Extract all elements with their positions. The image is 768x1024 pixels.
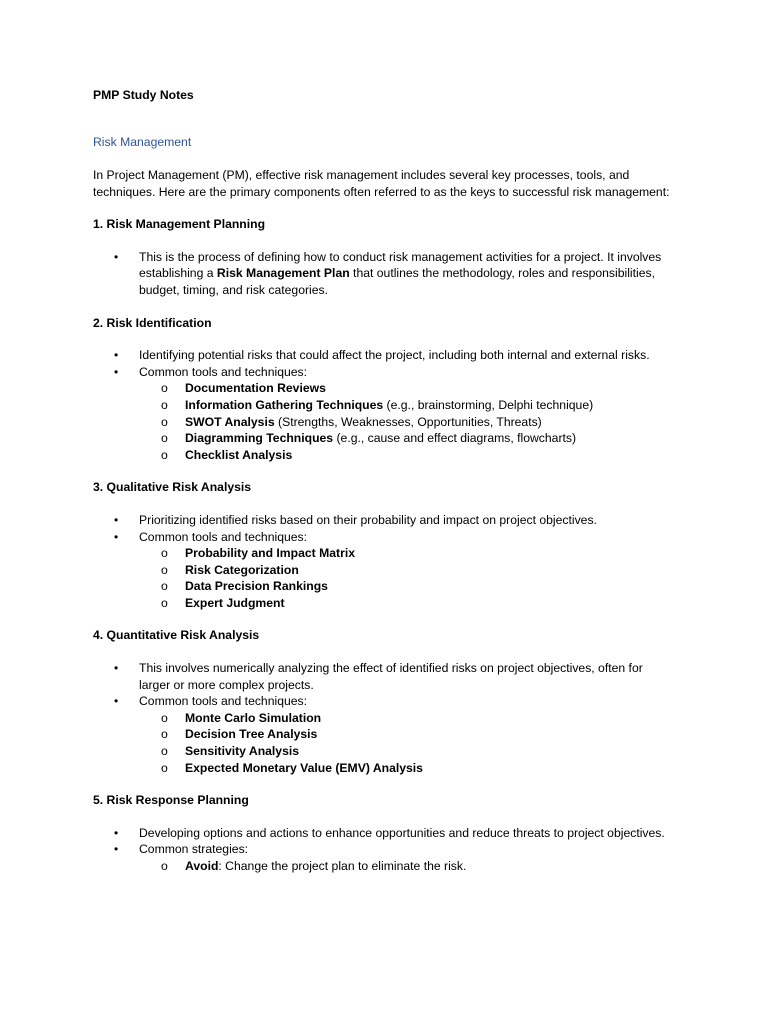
- bullet-text: Identifying potential risks that could affect the project, including both internal and external risks.: [139, 348, 650, 363]
- bullet-text: Common tools and techniques:: [139, 529, 308, 544]
- sub-item-rest: (e.g., brainstorming, Delphi technique): [383, 397, 594, 412]
- section-3-bullet-list: [93, 512, 673, 612]
- bullet-icon: •: [114, 249, 119, 264]
- sub-item: [139, 578, 673, 595]
- sub-item-bold: Checklist Analysis: [185, 447, 293, 462]
- sub-bullet-icon: o: [161, 397, 168, 412]
- bullet-item: [93, 364, 673, 464]
- bullet-text: Common tools and techniques:: [139, 694, 308, 709]
- section-3-heading: 3. Qualitative Risk Analysis: [93, 480, 252, 495]
- section-heading: Risk Management: [93, 135, 192, 149]
- bullet-text: This involves numerically analyzing the effect of identified risks on project objectives, often for larger or more complex projects.: [139, 661, 643, 692]
- bullet-item: [93, 512, 673, 529]
- sub-item-bold: Information Gathering Techniques: [185, 397, 384, 412]
- bullet-text: Developing options and actions to enhance opportunities and reduce threats to project objectives.: [139, 825, 665, 840]
- sub-item-bold: Decision Tree Analysis: [185, 727, 318, 742]
- sub-item-bold: Avoid: [185, 859, 219, 873]
- bullet-item: [93, 841, 673, 874]
- section-5-bullet-list: [93, 825, 673, 875]
- sub-bullet-icon: o: [161, 414, 168, 429]
- document-page: [93, 87, 673, 875]
- bullet-text: Prioritizing identified risks based on their probability and impact on project objectives.: [139, 512, 597, 527]
- bullet-text-pre: This is the process of defining how to conduct risk management activities for a project. It involves establishing a: [139, 249, 662, 281]
- sub-item: [139, 760, 673, 777]
- bullet-icon: •: [114, 842, 119, 857]
- bullet-icon: •: [114, 529, 119, 544]
- bullet-item: [93, 347, 673, 364]
- sub-item-rest: (e.g., cause and effect diagrams, flowcharts): [333, 431, 577, 446]
- bullet-text-bold: Risk Management Plan: [216, 266, 350, 281]
- sub-item: [139, 430, 673, 447]
- bullet-item: [93, 249, 673, 299]
- sub-bullet-icon: o: [161, 381, 168, 396]
- sub-list: [139, 545, 673, 611]
- bullet-icon: •: [114, 694, 119, 709]
- bullet-text: Common strategies:: [139, 842, 249, 857]
- section-5-heading: 5. Risk Response Planning: [93, 793, 249, 808]
- sub-item: [139, 380, 673, 397]
- sub-item-rest: (Strengths, Weaknesses, Opportunities, Threats): [274, 414, 542, 429]
- bullet-item: [93, 660, 673, 693]
- section-1-heading: 1. Risk Management Planning: [93, 217, 266, 232]
- sub-item-bold: SWOT Analysis: [185, 414, 275, 429]
- sub-list: [139, 858, 673, 875]
- sub-item-bold: Risk Categorization: [185, 562, 299, 577]
- sub-bullet-icon: o: [161, 546, 168, 561]
- sub-item: [139, 545, 673, 562]
- bullet-icon: •: [114, 512, 119, 527]
- sub-list: [139, 380, 673, 463]
- sub-bullet-icon: o: [161, 760, 168, 775]
- sub-item: [139, 710, 673, 727]
- sub-bullet-icon: o: [161, 431, 168, 446]
- sub-item-bold: Probability and Impact Matrix: [185, 546, 355, 561]
- bullet-icon: •: [114, 825, 119, 840]
- bullet-item: [93, 693, 673, 776]
- bullet-icon: •: [114, 661, 119, 676]
- section-2-heading: 2. Risk Identification: [93, 315, 212, 330]
- sub-item-bold: Diagramming Techniques: [185, 431, 334, 446]
- sub-bullet-icon: o: [161, 727, 168, 742]
- sub-bullet-icon: o: [161, 744, 168, 759]
- sub-item: [139, 858, 673, 875]
- bullet-icon: •: [114, 348, 119, 363]
- sub-item-bold: Expected Monetary Value (EMV) Analysis: [185, 760, 423, 775]
- sub-item-bold: Expert Judgment: [185, 595, 285, 610]
- sub-item-bold: Sensitivity Analysis: [185, 744, 300, 759]
- bullet-icon: •: [114, 364, 119, 379]
- sub-item: [139, 414, 673, 431]
- section-4-bullet-list: [93, 660, 673, 776]
- document-title: PMP Study Notes: [93, 88, 194, 102]
- sub-list: [139, 710, 673, 776]
- sub-item: [139, 726, 673, 743]
- intro-paragraph: In Project Management (PM), effective risk management includes several key processes, tools, and techniques. Here are the primary components often referred to as the keys to successful risk management:: [93, 168, 670, 199]
- sub-bullet-icon: o: [161, 859, 168, 873]
- sub-item-rest: : Change the project plan to eliminate the risk.: [218, 859, 467, 873]
- sub-bullet-icon: o: [161, 447, 168, 462]
- sub-item-bold: Monte Carlo Simulation: [185, 710, 322, 725]
- sub-item: [139, 562, 673, 579]
- sub-bullet-icon: o: [161, 562, 168, 577]
- sub-bullet-icon: o: [161, 595, 168, 610]
- sub-bullet-icon: o: [161, 579, 168, 594]
- sub-item-bold: Data Precision Rankings: [185, 579, 328, 594]
- sub-item: [139, 743, 673, 760]
- bullet-text: Common tools and techniques:: [139, 364, 308, 379]
- bullet-item: [93, 825, 673, 842]
- section-4-heading: 4. Quantitative Risk Analysis: [93, 628, 260, 643]
- section-2-bullet-list: [93, 347, 673, 463]
- sub-item: [139, 397, 673, 414]
- bullet-item: [93, 529, 673, 612]
- sub-item: [139, 595, 673, 612]
- bullet-text-post: that outlines the methodology, roles and responsibilities, budget, timing, and risk categories.: [139, 266, 655, 297]
- sub-item: [139, 447, 673, 464]
- sub-bullet-icon: o: [161, 710, 168, 725]
- section-1-bullet-list: [93, 249, 673, 299]
- sub-item-bold: Documentation Reviews: [185, 381, 326, 396]
